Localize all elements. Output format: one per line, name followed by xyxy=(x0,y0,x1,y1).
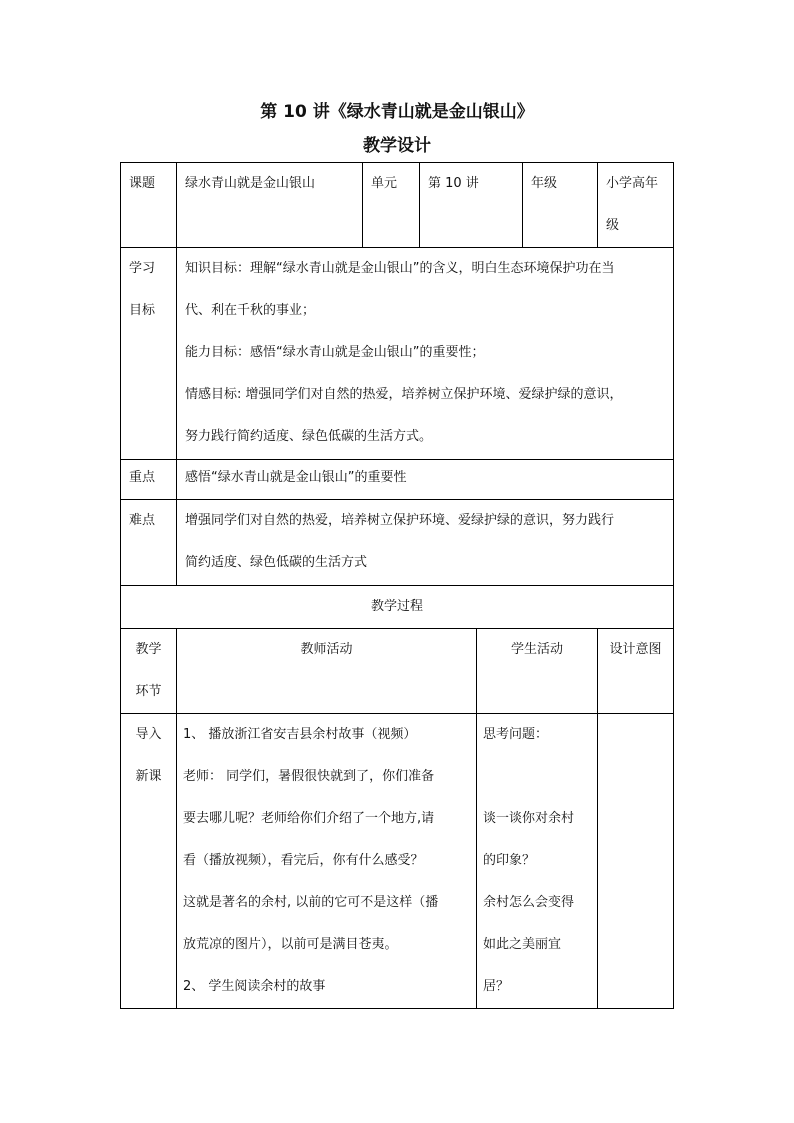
student-header-cell xyxy=(477,629,598,714)
stage-header-line: 教学 xyxy=(135,642,162,657)
teacher-line: 这就是著名的余村, 以前的它可不是这样（播 xyxy=(183,895,439,910)
intro-stage-line: 新课 xyxy=(135,769,162,784)
goals-line: 知识目标：理解“绿水青山就是金山银山”的含义，明白生态环境保护功在当 xyxy=(185,261,615,276)
intro-stage-cell xyxy=(121,714,177,1009)
topic-label: 课题 xyxy=(129,176,156,191)
goals-line: 代、利在千秋的事业； xyxy=(185,303,316,318)
topic-value-cell xyxy=(177,163,363,248)
difficulty-row xyxy=(121,500,674,586)
difficulty-line: 简约适度、绿色低碳的生活方式 xyxy=(185,555,368,570)
key-point-content-cell xyxy=(177,460,674,500)
key-point-text: 感悟“绿水青山就是金山银山”的重要性 xyxy=(185,470,407,485)
intro-stage-line: 导入 xyxy=(135,727,162,742)
intro-teacher-cell xyxy=(177,714,477,1009)
student-header: 学生活动 xyxy=(511,642,564,657)
grade-value-cell xyxy=(598,163,674,248)
student-line: 的印象？ xyxy=(483,853,536,868)
student-line: 余村怎么会变得 xyxy=(483,895,575,910)
teacher-line: 1、 播放浙江省安吉县余村故事（视频） xyxy=(183,727,417,742)
grade-label-cell xyxy=(523,163,598,248)
document-title: 第 10 讲《绿水青山就是金山银山》 xyxy=(260,102,534,122)
student-line: 居？ xyxy=(483,979,510,994)
goals-line: 努力践行简约适度、绿色低碳的生活方式。 xyxy=(185,429,433,444)
key-point-row xyxy=(121,460,674,500)
design-header-cell xyxy=(598,629,674,714)
teacher-line: 看（播放视频），看完后，你有什么感受？ xyxy=(183,853,424,868)
intro-design-cell xyxy=(598,714,674,1009)
intro-row xyxy=(121,714,674,1009)
difficulty-content-cell xyxy=(177,500,674,586)
student-line: 谈一谈你对余村 xyxy=(483,811,575,826)
process-title-cell xyxy=(121,586,674,629)
student-line: 思考问题： xyxy=(483,727,549,742)
unit-value: 第 10 讲 xyxy=(428,176,479,191)
process-header-row xyxy=(121,629,674,714)
teacher-line: 放荒凉的图片），以前可是满目苍夷。 xyxy=(183,937,398,952)
key-point-label: 重点 xyxy=(129,470,156,485)
unit-label-cell xyxy=(363,163,420,248)
teacher-line: 要去哪儿呢？老师给你们介绍了一个地方,请 xyxy=(183,811,435,826)
difficulty-label: 难点 xyxy=(129,513,156,528)
difficulty-label-cell xyxy=(121,500,177,586)
goals-row xyxy=(121,248,674,460)
unit-value-cell xyxy=(420,163,523,248)
teacher-header-cell xyxy=(177,629,477,714)
topic-value: 绿水青山就是金山银山 xyxy=(185,176,316,191)
teacher-line: 老师： 同学们，暑假很快就到了，你们准备 xyxy=(183,769,435,784)
grade-value-line: 小学高年 xyxy=(606,176,659,191)
goals-label-line: 目标 xyxy=(129,303,156,318)
student-line: 如此之美丽宜 xyxy=(483,937,562,952)
goals-label-line: 学习 xyxy=(129,261,156,276)
teacher-header: 教师活动 xyxy=(300,642,353,657)
intro-student-cell xyxy=(477,714,598,1009)
goals-content-cell xyxy=(177,248,674,460)
topic-label-cell xyxy=(121,163,177,248)
lesson-plan-table xyxy=(120,162,674,1009)
document-subtitle: 教学设计 xyxy=(363,136,431,156)
process-title-row xyxy=(121,586,674,629)
grade-label: 年级 xyxy=(531,176,558,191)
goals-label-cell xyxy=(121,248,177,460)
key-point-label-cell xyxy=(121,460,177,500)
teacher-line: 2、 学生阅读余村的故事 xyxy=(183,979,326,994)
process-title: 教学过程 xyxy=(371,599,424,614)
student-line xyxy=(483,756,591,798)
goals-line: 情感目标: 增强同学们对自然的热爱，培养树立保护环境、爱绿护绿的意识， xyxy=(185,387,623,402)
unit-label: 单元 xyxy=(371,176,398,191)
stage-header-cell xyxy=(121,629,177,714)
grade-value-line: 级 xyxy=(606,218,620,233)
design-header: 设计意图 xyxy=(609,642,662,657)
difficulty-line: 增强同学们对自然的热爱，培养树立保护环境、爱绿护绿的意识，努力践行 xyxy=(185,513,615,528)
stage-header-line: 环节 xyxy=(135,684,162,699)
info-row xyxy=(121,163,674,248)
goals-line: 能力目标：感悟“绿水青山就是金山银山”的重要性； xyxy=(185,345,485,360)
